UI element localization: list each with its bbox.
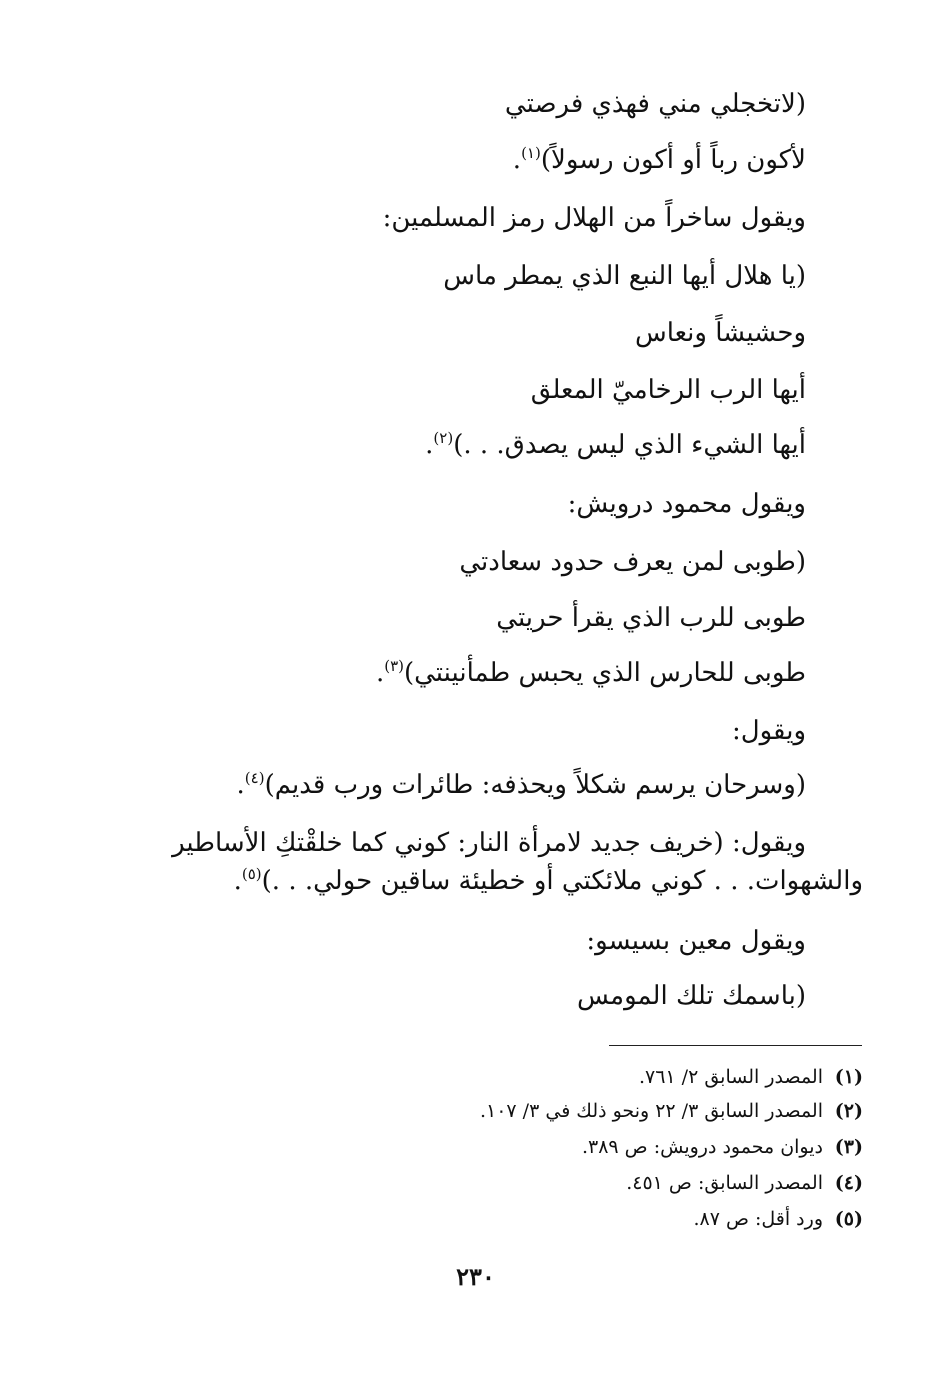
footnote-1 [639, 1064, 863, 1090]
body-line-17: (باسمك تلك المومس [577, 981, 806, 1011]
body-line-16: ويقول معين بسيسو: [586, 926, 806, 956]
body-line-4: (يا هلال أيها النبع الذي يمطر ماس [443, 261, 806, 291]
footnote-ref-3: (٣) [384, 657, 404, 675]
footnote-5 [693, 1206, 863, 1232]
footnote-ref-1: (١) [521, 144, 541, 162]
footnote-text: ديوان محمود درويش: ص ٣٨٩. [581, 1136, 823, 1158]
body-line-1: (لاتخجلي مني فهذي فرصتي [504, 89, 806, 119]
footnote-text: ورد أقل: ص ٨٧. [693, 1208, 823, 1230]
body-line-10: طوبى للرب الذي يقرأ حريتي [496, 603, 806, 633]
footnote-4 [626, 1170, 863, 1196]
footnote-number: (٢) [834, 1100, 863, 1122]
footnote-3 [582, 1134, 863, 1160]
footnote-number: (١) [834, 1066, 863, 1088]
footnote-ref-4: (٤) [244, 769, 265, 787]
body-line-11: طوبى للحارس الذي يحبس طمأنينتي)$^{(٣)}$. [375, 657, 806, 688]
body-line-13: (وسرحان يرسم شكلاً ويحذفه: طائرات ورب قديم)$^{(٤)}$. [236, 769, 806, 800]
footnote-number: (٣) [834, 1136, 863, 1158]
footnote-text: المصدر السابق: ص ٤٥١. [626, 1172, 823, 1194]
footnote-ref-5: (٥) [241, 865, 262, 883]
footnote-text: المصدر السابق ٣/ ٢٢ ونحو ذلك في ٣/ ١٠٧. [479, 1100, 823, 1122]
body-line-3: ويقول ساخراً من الهلال رمز المسلمين: [382, 203, 806, 233]
body-line-2: لأكون رباً أو أكون رسولاً)$^{(١)}$. [512, 144, 806, 175]
body-line-9: (طوبى لمن يعرف حدود سعادتي [459, 547, 806, 577]
body-line-6: أيها الرب الرخاميّ المعلق [530, 375, 806, 405]
body-line-5: وحشيشاً ونعاس [634, 318, 806, 348]
page-number: ٢٣٠ [456, 1262, 495, 1291]
footnote-number: (٤) [834, 1172, 863, 1194]
footnote-separator [609, 1045, 862, 1046]
body-line-8: ويقول محمود درويش: [567, 489, 806, 519]
body-line-12: ويقول: [731, 716, 806, 746]
footnote-text: المصدر السابق ٢/ ٧٦١. [638, 1066, 823, 1088]
footnote-2 [480, 1098, 863, 1124]
body-line-7: أيها الشيء الذي ليس يصدق. . .)$^{(٢)}$. [425, 429, 806, 460]
footnote-number: (٥) [834, 1208, 863, 1230]
footnote-ref-2: (٢) [433, 429, 454, 447]
body-line-15: والشهوات. . . كوني ملائكتي أو خطيئة ساقين حولي. . .)$^{(٥)}$. [233, 865, 863, 896]
body-line-14: ويقول: (خريف جديد لامرأة النار: كوني كما خلقْتكِ الأساطير [172, 828, 806, 858]
